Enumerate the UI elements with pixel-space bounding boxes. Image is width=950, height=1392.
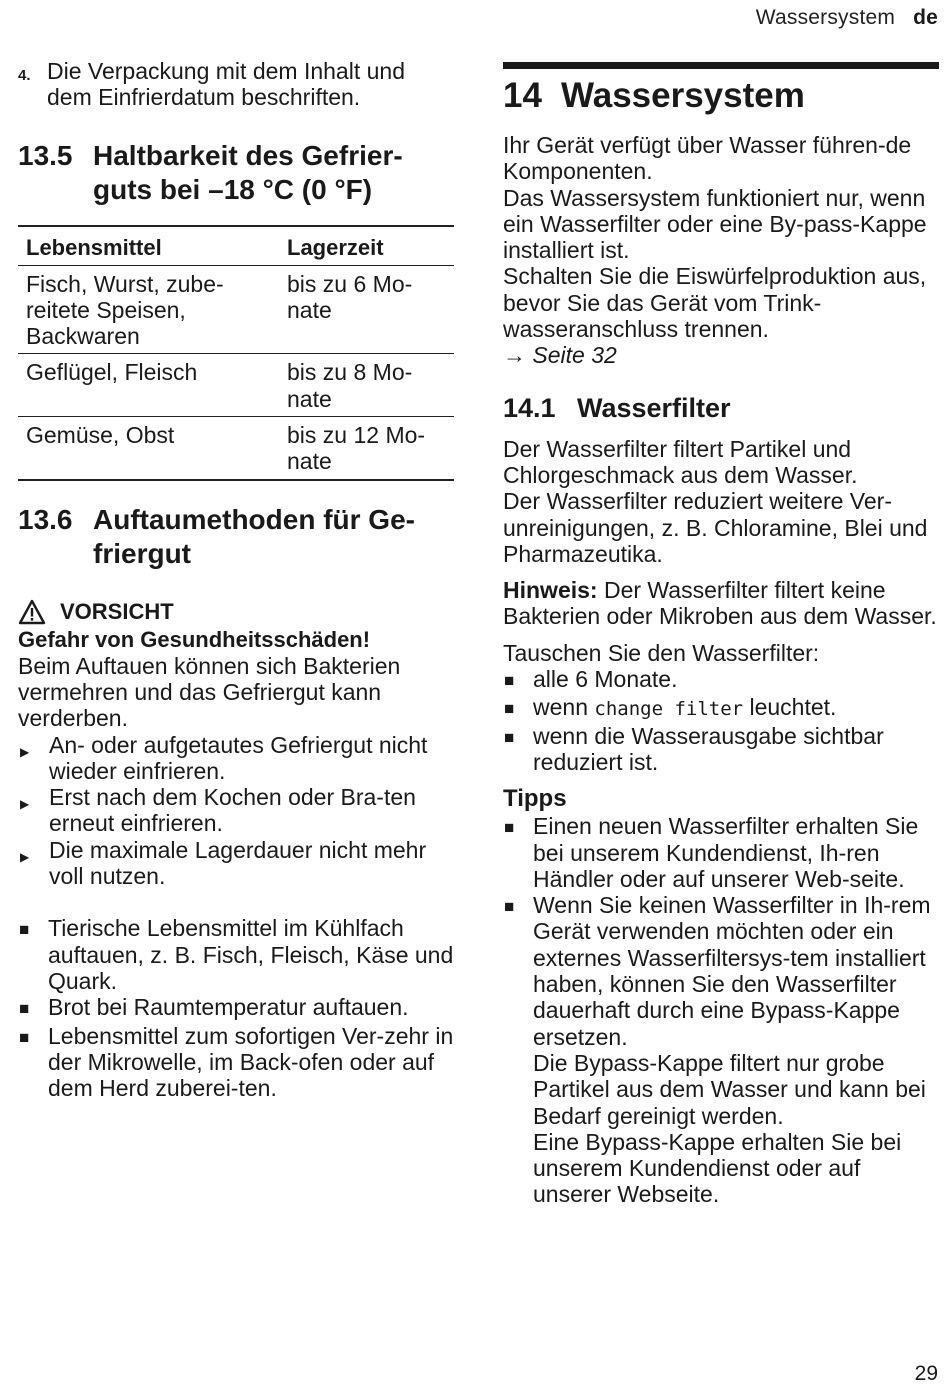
table-row xyxy=(18,265,454,354)
list-item: ■ wenn change filter leuchtet. xyxy=(503,694,939,722)
list-item: ■ Brot bei Raumtemperatur auftauen. xyxy=(18,994,454,1022)
warning-label: VORSICHT xyxy=(60,598,174,624)
chapter-title: Wassersystem xyxy=(561,76,805,115)
time-cell: bis zu 6 Mo-nate xyxy=(279,265,454,354)
paragraph: Der Wasserfilter filtert Partikel und Chlorgeschmack aus dem Wasser. xyxy=(503,435,858,488)
table-row xyxy=(18,417,454,480)
section-title: Auftaumethoden für Ge-friergut xyxy=(93,503,415,569)
display-text-change-filter: change filter xyxy=(594,698,744,721)
replace-conditions-list xyxy=(503,666,939,775)
step-number: 4. xyxy=(18,67,31,84)
page-header xyxy=(756,6,938,30)
time-cell: bis zu 8 Mo-nate xyxy=(279,354,454,417)
note-label: Hinweis: xyxy=(503,577,598,604)
square-bullet-icon: ■ xyxy=(19,920,30,940)
section-13-6-heading xyxy=(18,503,454,571)
triangle-bullet-icon: ▶ xyxy=(20,849,30,864)
square-bullet-icon: ■ xyxy=(504,727,515,747)
note xyxy=(503,577,939,630)
step-4 xyxy=(18,58,454,111)
section-number: 13.6 xyxy=(18,503,73,535)
chapter-14-heading xyxy=(503,62,939,116)
table-header-row xyxy=(18,226,454,266)
column-header-storage-time: Lagerzeit xyxy=(279,226,454,266)
list-item: ■ wenn die Wasserausgabe sichtbar reduziert ist. xyxy=(504,722,884,775)
warning-triangle-icon xyxy=(18,599,46,625)
header-section: Wassersystem xyxy=(755,6,896,29)
column-header-food: Lebensmittel xyxy=(18,226,279,266)
warning-text: Beim Auftauen können sich Bakterien vermehren und das Gefriergut kann verderben. xyxy=(18,652,401,732)
list-item: ■ Lebensmittel zum sofortigen Ver-zehr in der Mikrowelle, im Back-ofen oder auf dem Herd zuberei-ten. xyxy=(19,1022,454,1102)
list-item: ■ alle 6 Monate. xyxy=(503,666,939,694)
section-13-5-heading xyxy=(18,139,454,207)
section-14-1-heading xyxy=(503,392,939,424)
square-bullet-icon: ■ xyxy=(504,818,515,838)
triangle-bullet-icon: ▶ xyxy=(20,797,30,812)
warning-heading xyxy=(18,599,454,625)
cross-reference-link[interactable]: → Seite 32 xyxy=(503,342,617,369)
square-bullet-icon: ■ xyxy=(19,1027,30,1047)
time-cell: bis zu 12 Mo-nate xyxy=(287,422,426,475)
tips-heading: Tipps xyxy=(503,785,567,813)
page-number: 29 xyxy=(914,1362,938,1385)
section-title: Haltbarkeit des Gefrier-guts bei –18 °C (0 °F) xyxy=(93,139,403,205)
step-text: Die Verpackung mit dem Inhalt und dem Einfrierdatum beschriften. xyxy=(47,58,405,111)
tips-list xyxy=(503,813,939,1207)
table-row xyxy=(18,354,454,417)
replace-intro: Tauschen Sie den Wasserfilter: xyxy=(503,639,820,666)
list-item: ▶ Erst nach dem Kochen oder Bra-ten erneut einfrieren. xyxy=(20,784,416,837)
food-cell: Geflügel, Fleisch xyxy=(18,354,279,417)
food-cell: Gemüse, Obst xyxy=(26,422,175,449)
paragraph: Der Wasserfilter reduziert weitere Ver-unreinigungen, z. B. Chloramine, Blei und Pharmazeutika. xyxy=(503,488,928,567)
chapter-number: 14 xyxy=(503,76,542,115)
warning-measures-list xyxy=(18,732,454,890)
food-cell: Fisch, Wurst, zube-reitete Speisen, Backwaren xyxy=(18,265,279,354)
section-title: Wasserfilter xyxy=(577,392,731,423)
header-language: de xyxy=(913,6,938,29)
list-item: ▶ An- oder aufgetautes Gefriergut nicht wieder einfrieren. xyxy=(20,731,428,784)
right-column xyxy=(503,62,939,1208)
triangle-bullet-icon: ▶ xyxy=(20,744,30,759)
square-bullet-icon: ■ xyxy=(504,671,515,691)
square-bullet-icon: ■ xyxy=(504,699,515,719)
left-column xyxy=(18,56,454,1101)
paragraph: Ihr Gerät verfügt über Wasser führen-de Komponenten. xyxy=(503,132,912,185)
thawing-methods-list xyxy=(18,915,454,1101)
paragraph: Schalten Sie die Eiswürfelproduktion aus, bevor Sie das Gerät vom Trink-wasseranschluss trennen. xyxy=(503,263,927,343)
paragraph: Das Wassersystem funktioniert nur, wenn ein Wasserfilter oder eine By-pass-Kappe installiert ist. xyxy=(503,184,927,264)
warning-headline: Gefahr von Gesundheitsschäden! xyxy=(18,626,371,652)
list-item: ■ Einen neuen Wasserfilter erhalten Sie bei unserem Kundendienst, Ih-ren Händler oder auf unserer Web-seite. xyxy=(504,813,919,892)
list-item: ■ Tierische Lebensmittel im Kühlfach auftauen, z. B. Fisch, Fleisch, Käse und Quark. xyxy=(19,915,454,994)
list-item: ▶ Die maximale Lagerdauer nicht mehr voll nutzen. xyxy=(20,836,427,890)
list-item: ■ Wenn Sie keinen Wasserfilter in Ih-rem Gerät verwenden möchten oder ein externes Wasserfiltersys-tem installiert haben, können Sie den Wasserfilter dauerhaft durch eine Bypass-Kappe ersetzen. Die Bypass-Kappe filtert nur grobe Partikel aus dem Wasser und kann bei Bedarf gereinigt werden. Eine Bypass-Kappe erhalten Sie bei unserem Kundendienst oder auf unserer Webseite. xyxy=(504,892,931,1208)
square-bullet-icon: ■ xyxy=(504,897,515,917)
storage-table xyxy=(18,225,454,481)
note-text: Der Wasserfilter filtert keine Bakterien oder Mikroben aus dem Wasser. xyxy=(503,577,937,630)
square-bullet-icon: ■ xyxy=(19,999,30,1019)
section-number: 13.5 xyxy=(18,139,73,171)
section-number: 14.1 xyxy=(503,392,556,423)
